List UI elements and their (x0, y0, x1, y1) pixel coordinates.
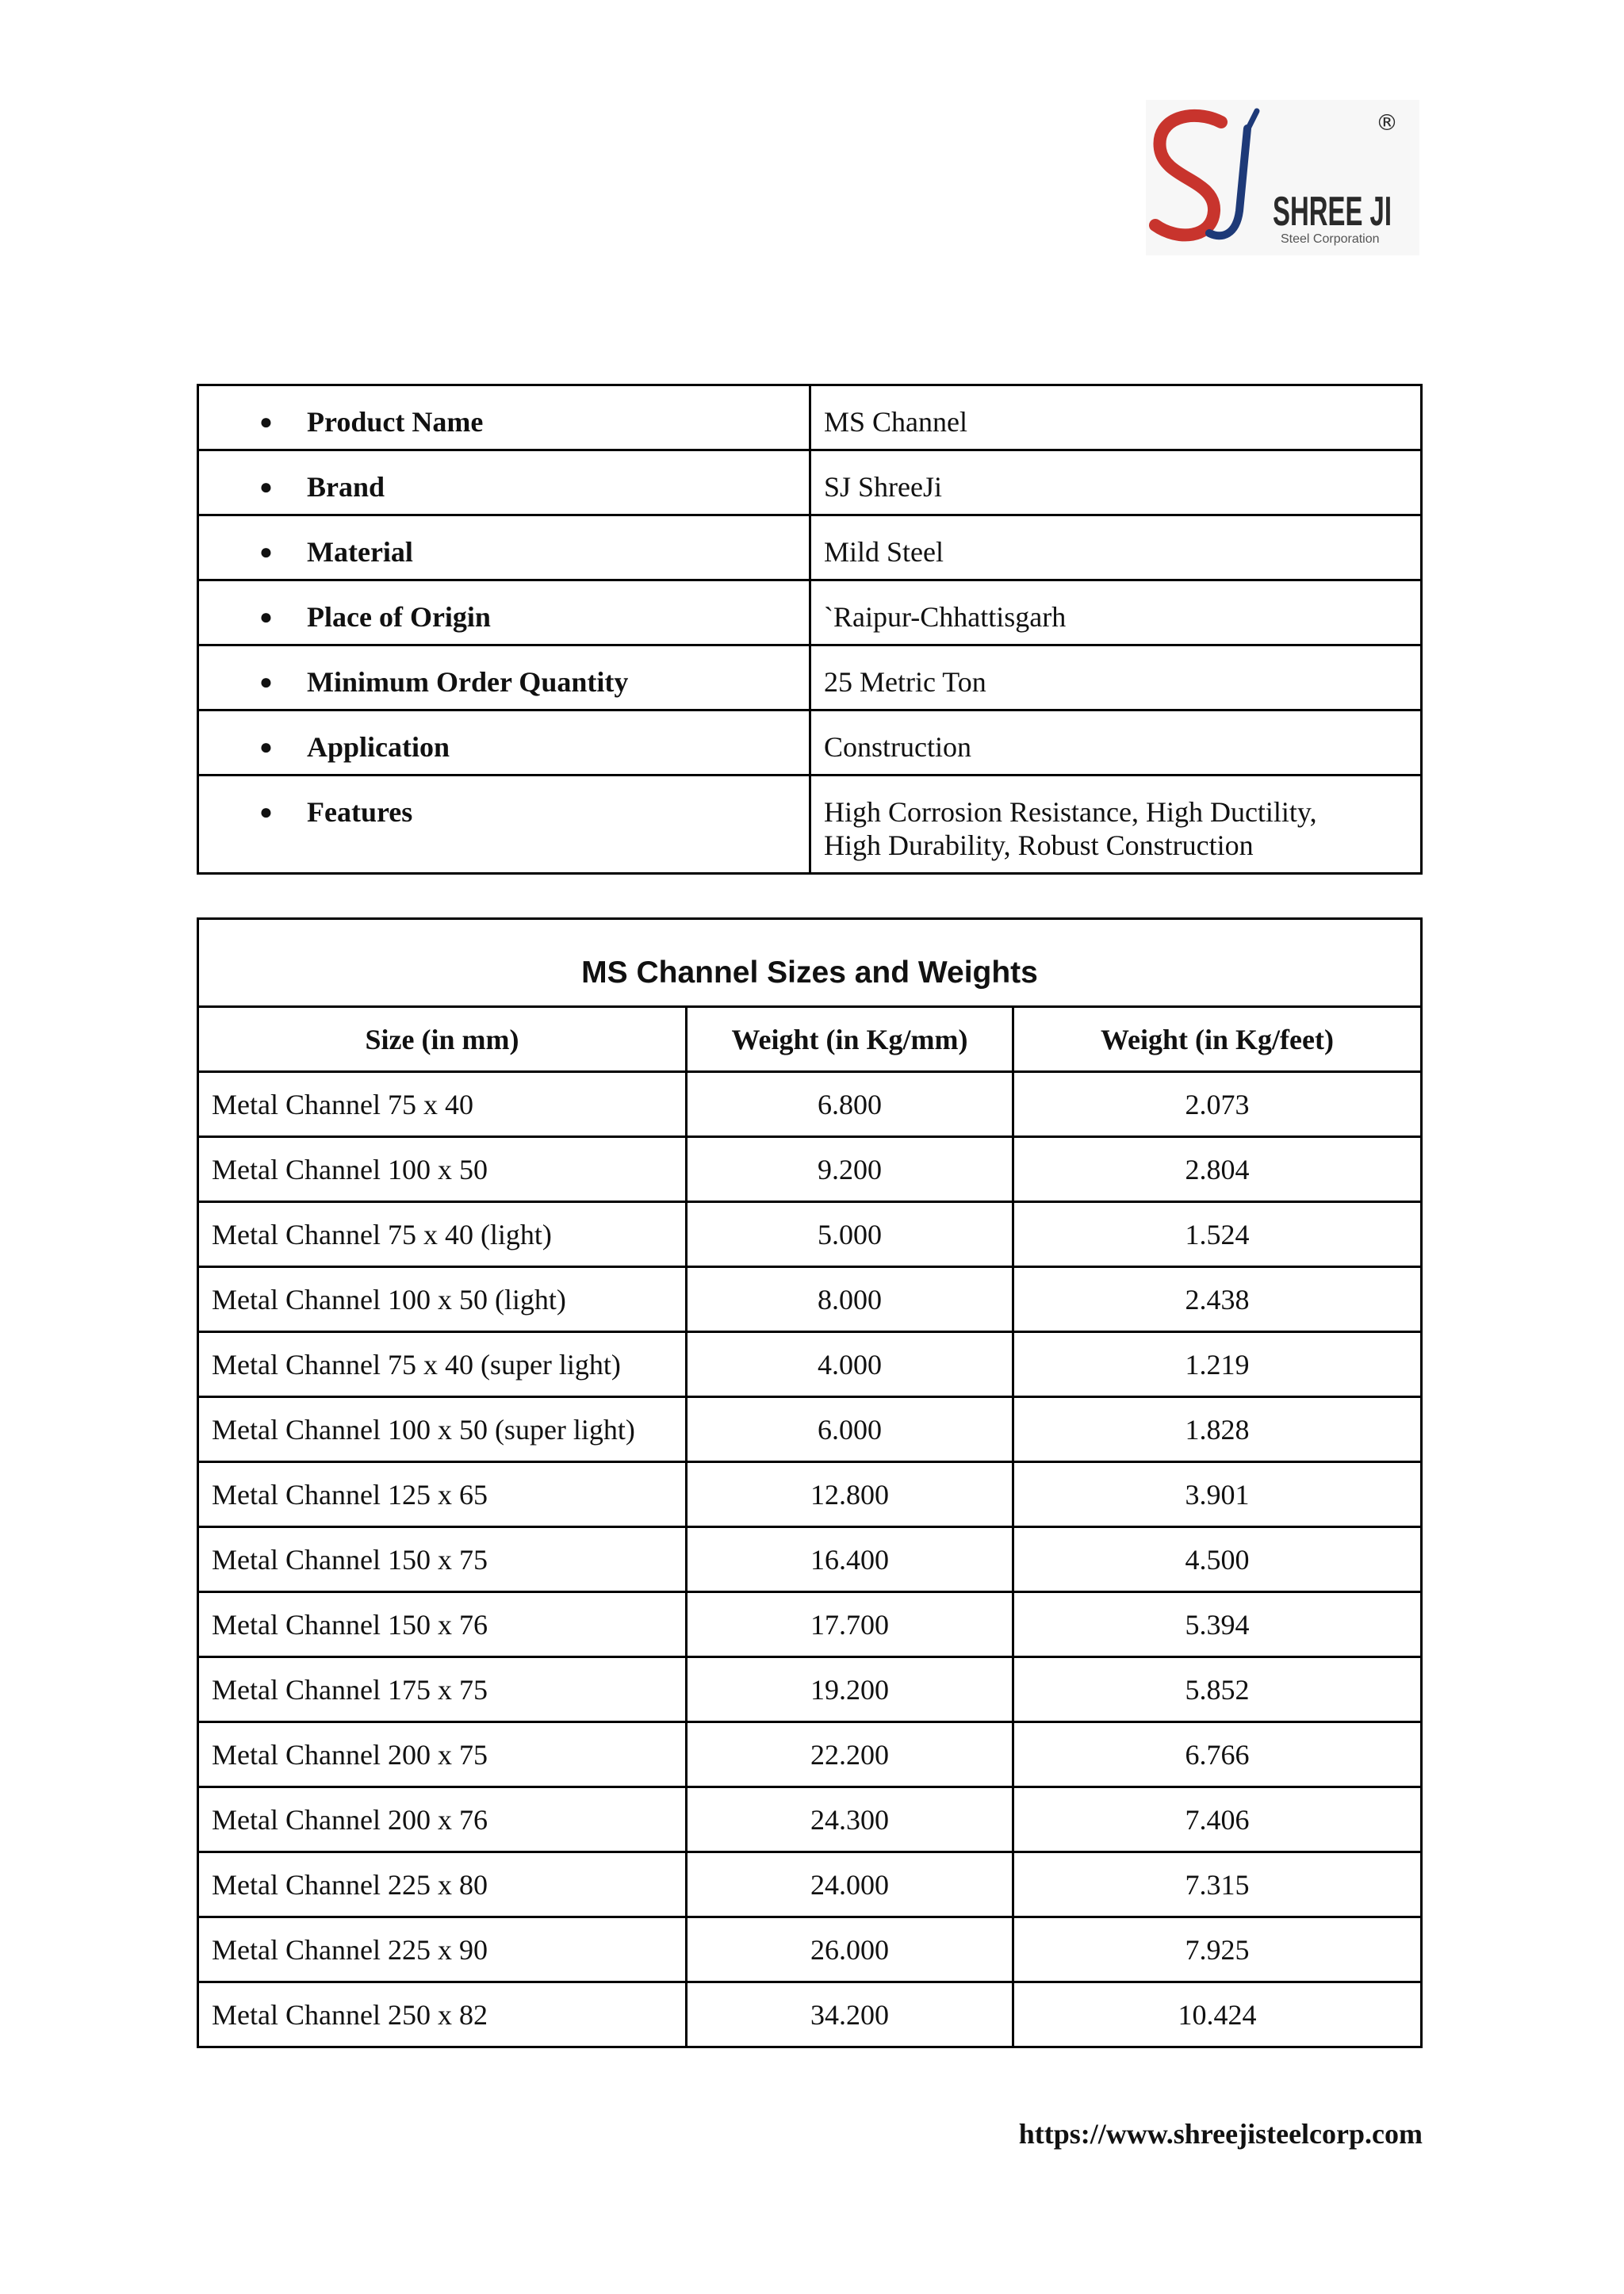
product-info-label: Application (307, 731, 450, 763)
weight-kg-mm-cell: 19.200 (687, 1657, 1013, 1722)
weight-kg-mm-cell: 26.000 (687, 1917, 1013, 1982)
weight-kg-feet-cell: 7.315 (1013, 1852, 1422, 1917)
product-info-value-cell (810, 450, 1422, 515)
table-row (198, 1982, 1422, 2047)
product-info-row (198, 645, 1422, 710)
sizes-weights-table (197, 917, 1423, 2048)
size-cell: Metal Channel 225 x 90 (198, 1917, 687, 1982)
table-row (198, 1267, 1422, 1332)
product-info-value-cell (810, 515, 1422, 580)
bullet-icon: ● (259, 540, 273, 565)
column-header-weight-kg-mm: Weight (in Kg/mm) (687, 1007, 1013, 1072)
table-row (198, 1137, 1422, 1202)
bullet-icon: ● (259, 670, 273, 695)
table-row (198, 1397, 1422, 1462)
product-info-label: Minimum Order Quantity (307, 666, 629, 698)
weight-kg-feet-cell: 5.852 (1013, 1657, 1422, 1722)
table-row (198, 1462, 1422, 1527)
table-row (198, 1527, 1422, 1592)
weight-kg-mm-cell: 24.300 (687, 1787, 1013, 1852)
weight-kg-feet-cell: 2.438 (1013, 1267, 1422, 1332)
product-info-key-cell (198, 645, 810, 710)
product-info-value: Construction (824, 731, 971, 763)
product-info-key-cell (198, 710, 810, 776)
product-info-value: 25 Metric Ton (824, 666, 986, 698)
weight-kg-feet-cell: 4.500 (1013, 1527, 1422, 1592)
registered-mark: ® (1376, 109, 1398, 136)
website-link[interactable]: https://www.shreejisteelcorp.com (1018, 2118, 1423, 2150)
weight-kg-feet-cell: 2.073 (1013, 1072, 1422, 1137)
weight-kg-mm-cell: 22.200 (687, 1722, 1013, 1787)
weight-kg-mm-cell: 34.200 (687, 1982, 1013, 2047)
product-info-label: Material (307, 536, 413, 568)
product-info-value-cell (810, 385, 1422, 450)
logo-tagline: Steel Corporation (1281, 232, 1380, 246)
size-cell: Metal Channel 75 x 40 (super light) (198, 1332, 687, 1397)
table-row (198, 1787, 1422, 1852)
product-info-label: Brand (307, 471, 385, 503)
weight-kg-feet-cell: 1.219 (1013, 1332, 1422, 1397)
product-info-row (198, 515, 1422, 580)
size-cell: Metal Channel 150 x 76 (198, 1592, 687, 1657)
bullet-icon: ● (259, 475, 273, 500)
weight-kg-mm-cell: 6.800 (687, 1072, 1013, 1137)
product-info-value: High Corrosion Resistance, High Ductility, (824, 796, 1317, 828)
product-info-row (198, 385, 1422, 450)
weight-kg-feet-cell: 5.394 (1013, 1592, 1422, 1657)
product-info-row (198, 450, 1422, 515)
weight-kg-mm-cell: 24.000 (687, 1852, 1013, 1917)
weight-kg-feet-cell: 2.804 (1013, 1137, 1422, 1202)
table-row (198, 1657, 1422, 1722)
size-cell: Metal Channel 125 x 65 (198, 1462, 687, 1527)
size-cell: Metal Channel 175 x 75 (198, 1657, 687, 1722)
weight-kg-mm-cell: 5.000 (687, 1202, 1013, 1267)
column-header-size: Size (in mm) (198, 1007, 687, 1072)
product-info-table (197, 384, 1423, 875)
size-cell: Metal Channel 100 x 50 (light) (198, 1267, 687, 1332)
table-row (198, 1072, 1422, 1137)
weight-kg-feet-cell: 7.925 (1013, 1917, 1422, 1982)
product-info-value: SJ ShreeJi (824, 471, 943, 503)
size-cell: Metal Channel 150 x 75 (198, 1527, 687, 1592)
product-info-key-cell (198, 515, 810, 580)
table-row (198, 1592, 1422, 1657)
weight-kg-mm-cell: 17.700 (687, 1592, 1013, 1657)
weight-kg-feet-cell: 10.424 (1013, 1982, 1422, 2047)
bullet-icon: ● (259, 800, 273, 825)
product-info-value: MS Channel (824, 406, 968, 438)
product-info-value-cell (810, 645, 1422, 710)
product-info-value: `Raipur-Chhattisgarh (824, 601, 1067, 633)
table-row (198, 1852, 1422, 1917)
weight-kg-mm-cell: 4.000 (687, 1332, 1013, 1397)
weight-kg-mm-cell: 16.400 (687, 1527, 1013, 1592)
bullet-icon: ● (259, 410, 273, 435)
product-info-value-cell (810, 776, 1422, 874)
weight-kg-mm-cell: 9.200 (687, 1137, 1013, 1202)
size-cell: Metal Channel 75 x 40 (light) (198, 1202, 687, 1267)
product-info-value-line2: High Durability, Robust Construction (824, 829, 1254, 861)
table-row (198, 1917, 1422, 1982)
product-info-key-cell (198, 450, 810, 515)
product-info-value-cell (810, 710, 1422, 776)
bullet-icon: ● (259, 605, 273, 630)
product-info-key-cell (198, 580, 810, 645)
weight-kg-feet-cell: 6.766 (1013, 1722, 1422, 1787)
size-cell: Metal Channel 100 x 50 (198, 1137, 687, 1202)
weight-kg-feet-cell: 7.406 (1013, 1787, 1422, 1852)
product-info-value-cell (810, 580, 1422, 645)
size-cell: Metal Channel 100 x 50 (super light) (198, 1397, 687, 1462)
weight-kg-mm-cell: 6.000 (687, 1397, 1013, 1462)
weight-kg-mm-cell: 12.800 (687, 1462, 1013, 1527)
product-info-key-cell (198, 385, 810, 450)
product-info-key-cell (198, 776, 810, 874)
size-cell: Metal Channel 75 x 40 (198, 1072, 687, 1137)
product-info-row (198, 580, 1422, 645)
table-row (198, 1202, 1422, 1267)
size-cell: Metal Channel 200 x 75 (198, 1722, 687, 1787)
product-info-row (198, 710, 1422, 776)
size-cell: Metal Channel 250 x 82 (198, 1982, 687, 2047)
product-info-label: Features (307, 796, 413, 828)
table-title: MS Channel Sizes and Weights (198, 919, 1422, 1007)
company-logo (1146, 100, 1419, 255)
table-row (198, 1722, 1422, 1787)
bullet-icon: ● (259, 735, 273, 760)
shreeji-logo-graphic (1146, 100, 1419, 255)
weight-kg-feet-cell: 1.828 (1013, 1397, 1422, 1462)
product-info-label: Place of Origin (307, 601, 491, 633)
size-cell: Metal Channel 200 x 76 (198, 1787, 687, 1852)
weight-kg-feet-cell: 3.901 (1013, 1462, 1422, 1527)
product-info-label: Product Name (307, 406, 484, 438)
product-info-row (198, 776, 1422, 874)
logo-wordmark: SHREE JI (1273, 189, 1392, 235)
weight-kg-feet-cell: 1.524 (1013, 1202, 1422, 1267)
column-header-weight-kg-feet: Weight (in Kg/feet) (1013, 1007, 1422, 1072)
product-info-value: Mild Steel (824, 536, 944, 568)
weight-kg-mm-cell: 8.000 (687, 1267, 1013, 1332)
size-cell: Metal Channel 225 x 80 (198, 1852, 687, 1917)
table-row (198, 1332, 1422, 1397)
